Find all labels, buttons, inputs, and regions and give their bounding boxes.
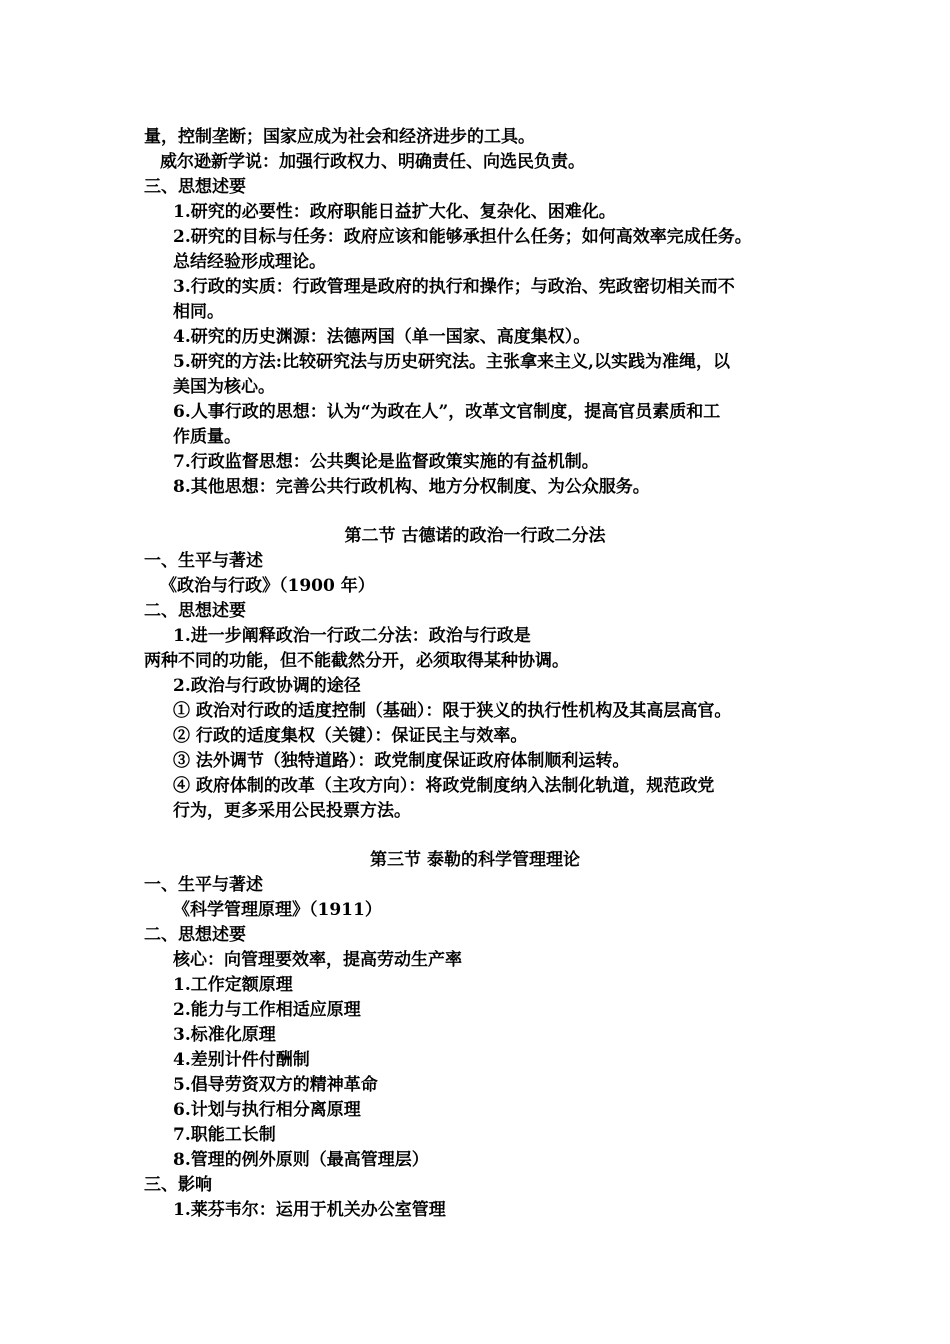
text-line: 4.差别计件付酬制	[173, 1050, 310, 1070]
text-line: 6.计划与执行相分离原理	[173, 1100, 361, 1120]
text-line: 7.行政监督思想：公共舆论是监督政策实施的有益机制。	[173, 452, 599, 472]
text-line: 3.行政的实质：行政管理是政府的执行和操作；与政治、宪政密切相关而不	[173, 277, 735, 297]
text-line: 《政治与行政》（1900 年）	[160, 576, 375, 596]
text-line: 5.研究的方法:比较研究法与历史研究法。主张拿来主义,以实践为准绳，以	[173, 352, 730, 372]
text-line: 1.进一步阐释政治一行政二分法：政治与行政是	[173, 626, 531, 646]
text-line: 1.工作定额原理	[173, 975, 293, 995]
chapter-section-title: 第三节 泰勒的科学管理理论	[370, 850, 580, 870]
text-line: 威尔逊新学说：加强行政权力、明确责任、向选民负责。	[160, 152, 585, 172]
text-line: 7.职能工长制	[173, 1125, 276, 1145]
text-line: 总结经验形成理论。	[173, 252, 326, 272]
section-heading: 二、思想述要	[144, 601, 246, 621]
text-line: 1.研究的必要性：政府职能日益扩大化、复杂化、困难化。	[173, 202, 616, 222]
text-line: 两种不同的功能，但不能截然分开，必须取得某种协调。	[144, 651, 569, 671]
text-line: ① 政治对行政的适度控制（基础）：限于狭义的执行性机构及其高层高官。	[173, 701, 732, 721]
text-line: 3.标准化原理	[173, 1025, 276, 1045]
section-heading: 二、思想述要	[144, 925, 246, 945]
text-line: 量，控制垄断；国家应成为社会和经济进步的工具。	[144, 127, 535, 147]
chapter-section-title: 第二节 古德诺的政治一行政二分法	[344, 526, 606, 546]
text-line: 2.研究的目标与任务：政府应该和能够承担什么任务；如何高效率完成任务。	[173, 227, 752, 247]
text-line: 美国为核心。	[173, 377, 275, 397]
text-line: ② 行政的适度集权（关键）：保证民主与效率。	[173, 726, 528, 746]
text-line: 核心：向管理要效率，提高劳动生产率	[173, 950, 462, 970]
text-line: 相同。	[173, 302, 224, 322]
text-line: 1.莱芬韦尔：运用于机关办公室管理	[173, 1200, 446, 1220]
text-line: 《科学管理原理》（1911）	[173, 900, 382, 920]
text-line: 6.人事行政的思想：认为“为政在人”，改革文官制度，提高官员素质和工	[173, 402, 721, 422]
text-line: 2.能力与工作相适应原理	[173, 1000, 361, 1020]
text-line: ③ 法外调节（独特道路）：政党制度保证政府体制顺利运转。	[173, 751, 630, 771]
section-heading: 三、影响	[144, 1175, 212, 1195]
text-line: 4.研究的历史渊源：法德两国（单一国家、高度集权）。	[173, 327, 591, 347]
text-line: 2.政治与行政协调的途径	[173, 676, 361, 696]
text-line: 行为，更多采用公民投票方法。	[173, 801, 411, 821]
text-line: 作质量。	[173, 427, 241, 447]
section-heading: 一、生平与著述	[144, 875, 263, 895]
text-line: 8.管理的例外原则（最高管理层）	[173, 1150, 429, 1170]
text-line: ④ 政府体制的改革（主攻方向）：将政党制度纳入法制化轨道，规范政党	[173, 776, 715, 796]
text-line: 8.其他思想：完善公共行政机构、地方分权制度、为公众服务。	[173, 477, 650, 497]
section-heading: 一、生平与著述	[144, 551, 263, 571]
section-heading: 三、思想述要	[144, 177, 246, 197]
text-line: 5.倡导劳资双方的精神革命	[173, 1075, 378, 1095]
